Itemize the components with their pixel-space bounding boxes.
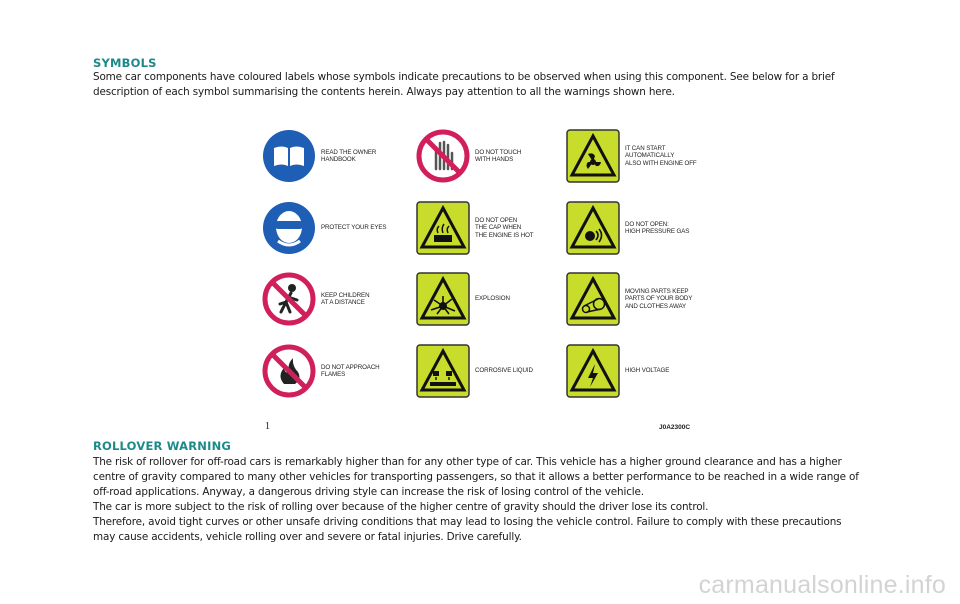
symbol-label: PROTECT YOUR EYES: [321, 224, 387, 232]
figure-number: 1: [265, 421, 270, 432]
symbol-item: [416, 129, 521, 183]
symbol-item: [262, 201, 386, 255]
symbol-label: IT CAN START AUTOMATICALLY ALSO WITH ENGINE OFF: [625, 144, 697, 167]
symbol-label: READ THE OWNER HANDBOOK: [321, 148, 377, 163]
symbol-label: MOVING PARTS KEEP PARTS OF YOUR BODY AND CLOTHES AWAY: [625, 287, 693, 310]
symbol-label: DO NOT APPROACH FLAMES: [321, 363, 380, 378]
symbol-label: CORROSIVE LIQUID: [475, 367, 533, 375]
symbol-item: [262, 129, 376, 183]
corrosive-liquid-warning-icon: [416, 344, 470, 398]
rollover-heading: ROLLOVER WARNING: [93, 439, 232, 453]
explosion-warning-icon: [416, 272, 470, 326]
symbol-label: HIGH VOLTAGE: [625, 367, 670, 375]
keep-children-away-icon: [262, 272, 316, 326]
symbol-item: [262, 272, 369, 326]
symbols-heading: SYMBOLS: [93, 56, 157, 70]
symbol-item: [416, 201, 533, 255]
pressure-gas-warning-icon: [566, 201, 620, 255]
symbol-label: DO NOT TOUCH WITH HANDS: [475, 148, 522, 163]
symbol-item: [416, 344, 533, 398]
symbol-item: [416, 272, 510, 326]
symbol-item: [566, 201, 689, 255]
symbol-item: [262, 344, 380, 398]
symbols-description: Some car components have coloured labels whose symbols indicate precautions to be observed when using this component. See below for a brief description of each symbol summarising the contents herein. Always pay attention to all the warnings shown here.: [93, 71, 835, 98]
high-voltage-warning-icon: [566, 344, 620, 398]
symbol-item: [566, 129, 697, 183]
rollover-paragraph-3: Therefore, avoid tight curves or other unsafe driving conditions that may lead to losing the vehicle control. Failure to comply with these precautions may cause accidents, vehicle rolling over and severe or fatal injuries. Drive carefully.: [93, 516, 842, 543]
no-flames-icon: [262, 344, 316, 398]
fan-warning-icon: [566, 129, 620, 183]
symbol-label: DO NOT OPEN THE CAP WHEN THE ENGINE IS HOT: [475, 216, 534, 239]
rollover-paragraph-2: The car is more subject to the risk of rolling over because of the higher centre of gravity should the driver lose its control.: [93, 501, 709, 513]
symbol-item: [566, 344, 669, 398]
symbol-label: DO NOT OPEN: HIGH PRESSURE GAS: [625, 220, 690, 235]
no-touch-hand-icon: [416, 129, 470, 183]
symbol-item: [566, 272, 692, 326]
watermark: carmanualsonline.info: [698, 571, 946, 599]
symbol-label: EXPLOSION: [475, 295, 510, 303]
symbol-label: KEEP CHILDREN AT A DISTANCE: [321, 291, 370, 306]
rollover-paragraph-1: The risk of rollover for off-road cars is remarkably higher than for any other type of car. This vehicle has a higher ground clearance and has a higher centre of gravity compared to many other vehicles for transporting passengers, so that it allows a better performance to be reached in a wide range of off-road applications. Anyway, a dangerous driving style can increase the risk of losing control of the vehicle.: [93, 456, 859, 498]
handbook-icon: [262, 129, 316, 183]
hot-cap-warning-icon: [416, 201, 470, 255]
figure-code: J0A2300C: [659, 424, 691, 431]
moving-parts-warning-icon: [566, 272, 620, 326]
eye-protection-icon: [262, 201, 316, 255]
